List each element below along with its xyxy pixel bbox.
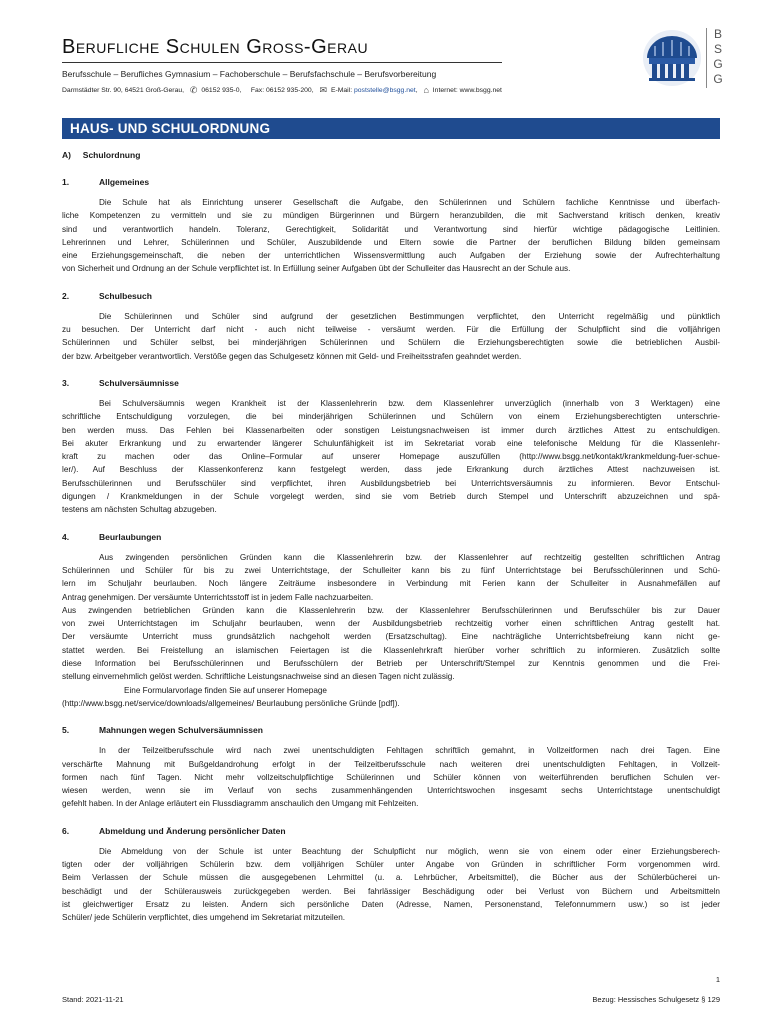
paragraph-line: (http://www.bsgg.net/service/downloads/allgemeines/ Beurlaubung persönliche Gründe [pdf]). [62,698,400,708]
internet-address: Internet: www.bsgg.net [432,87,502,94]
section-3 [62,378,720,517]
section-title: Beurlaubungen [99,531,162,542]
section-title: Schulversäumnisse [99,377,179,388]
paragraph-line: gefehlt haben. In der Anlage erläutert ein Flussdiagramm anschaulich den Umgang mit Fehlzeiten. [62,799,419,809]
legal-reference: Bezug: Hessisches Schulgesetz § 129 [592,995,720,1004]
paragraph-line: eine Erziehungsgemeinschaft, die neben der unterrichtlichen Wissensvermittlung auch Aufgaben der Erziehung sowie der Aufrechterhaltung [62,251,720,261]
paragraph-line: stattet werden. Bei Freistellung an islamischen Feiertagen ist die Klassenlehrkraft hierüber vorher schriftlich zu informieren. Zusätzlich sollte [62,645,720,655]
paragraph-line: ben werden muss. Das Fehlen bei Klassenarbeiten oder sonstigen Leistungsnachweisen ist immer durch ärztliches Attest zu entschuldigen. [62,425,720,435]
section-title: Mahnungen wegen Schulversäumnissen [99,725,263,736]
section-paragraph [62,551,720,711]
paragraph-line: Aus zwingenden betrieblichen Gründen kann die Klassenlehrerin bzw. der Klassenlehrer Berufsschülerinnen und Berufsschüler bis zur Dauer [62,605,720,615]
paragraph-line: Schüler/ jede Schülerin verpflichtet, dies umgehend im Sekretariat mitzuteilen. [62,913,346,923]
section-heading [62,177,720,187]
section-a-heading: A) Schulordnung [62,150,141,160]
section-paragraph [62,744,720,810]
house-icon: ⌂ [423,85,429,95]
paragraph-line: liche Kompetenzen zu vermitteln und sie zu mündigen Bürgerinnen und Bürgern heranzubilden, die mit Sachverstand kritisch denken, kreativ [62,211,720,221]
logo-letter: G [713,72,723,86]
phone-number: 06152 935-0, [201,87,242,94]
paragraph-line: Berufsschülerinnen und Berufsschüler sind verpflichtet, ihren Ausbildungsbetrieb bei Unterrichtsversäumnis zu informieren. Bevor Entschul- [62,478,720,488]
document-body [62,150,720,939]
paragraph-line: Eine Formularvorlage finden Sie auf unserer Homepage [124,685,327,695]
phone-icon: ✆ [189,85,198,95]
paragraph-line: Bei akuter Erkrankung und zu erwartender längerer Schulunfähigkeit ist im Sekretariat vorab eine telefonische Meldung für die Klassenlehr- [62,438,720,448]
section-heading [62,532,720,542]
paragraph-line: stellung einvernehmlich gelöst werden. Schriftliche Leistungsnachweise sind an diesen Tagen nicht zulässig. [62,672,455,682]
paragraph-line: Die Schule hat als Einrichtung unserer Gesellschaft die Aufgabe, den Schülerinnen und Schülern fachliche Kenntnisse und überfach- [99,198,720,207]
paragraph-line: von Sicherheit und Ordnung an der Schule verpflichtet ist. In Erfüllung seiner Aufgaben übt der Schulleiter das Hausrecht an der Schule aus. [62,264,571,274]
paragraph-line: wiesen werden, wenn sie im Verlauf von sechs zusammenhängenden Unterrichtswochen insgesamt sechs Unterrichtstage unentschuldigt [62,786,720,796]
school-name: Berufliche Schulen Gross-Gerau [62,36,369,58]
paragraph-line: tigten oder der volljährigen Schülerin bzw. dem volljährigen Schüler unter Angabe von Gründen in schriftlicher Form vorgenommen wird. [62,859,720,869]
address: Darmstädter Str. 90, 64521 Groß-Gerau, [62,87,185,94]
logo-letter: S [713,42,722,56]
paragraph-line: diese Information bei Berufsschülerinnen und Berufsschülern der Betrieb per Unterschrift/Stempel zur Kenntnis genommen und die Frei- [62,659,720,669]
paragraph-line: Antrag genehmigen. Der versäumte Unterrichtsstoff ist in jedem Falle nachzuarbeiten. [62,592,374,602]
paragraph-line: Die Abmeldung von der Schule ist unter Beachtung der Schulpflicht nur möglich, wenn sie von einem oder einer Erziehungsberech- [99,846,720,856]
email-link[interactable]: poststelle@bsgg.net [353,87,416,94]
paragraph-line: testens am nächsten Schultag abzugeben. [62,505,217,515]
email-label: E-Mail: [330,87,353,94]
paragraph-line: In der Teilzeitberufsschule wird nach zwei unentschuldigten Fehltagen schriftlich gemahnt, in Vollzeitformen nach drei Tagen. Eine [99,746,720,756]
paragraph-line: Bei Schulversäumnis wegen Krankheit ist der Klassenlehrerin bzw. dem Klassenlehrer unverzüglich (innerhalb von 3 Werktagen) eine [99,398,720,408]
section-title: Abmeldung und Änderung persönlicher Daten [99,825,286,836]
paragraph-line: Der versäumte Unterricht muss grundsätzlich nachgeholt werden (Ersatzschultag). Eine nachträgliche Unterrichtsbefreiung kann nicht ge- [62,632,720,642]
paragraph-line: Aus zwingenden persönlichen Gründen kann die Klassenlehrerin bzw. der Klassenlehrer auf rechtzeitig gestellten schriftlichen Antrag [99,552,720,562]
paragraph-line: Schülerinnen und Schüler selbst, bei minderjährigen Schülerinnen und Schülern die Erziehungsberechtigten sowie die betrieblichen Ausbil- [62,338,720,348]
section-1 [62,177,720,276]
section-title: Allgemeines [99,177,150,187]
logo-letter: G [713,57,723,71]
section-number: 3. [62,377,70,388]
section-number: 4. [62,531,70,542]
sections-container [62,177,720,924]
title-banner [62,118,720,139]
paragraph-line: schriftliche Entschuldigung vorzulegen, die bei minderjährigen Schülerinnen und Schülern von einem Erziehungsberechtigten unterschrie- [62,412,720,422]
paragraph-line: Die Schülerinnen und Schüler sind aufgrund der gesetzlichen Bestimmungen verpflichtet, den Unterricht regelmäßig und pünktlich [99,311,720,321]
section-title: Schulbesuch [99,290,152,301]
paragraph-line: ler/). Auf Beschluss der Klassenkonferenz kann festgelegt werden, dass jede Erkrankung durch ärztliches Attest nachzuweisen ist. [62,465,720,475]
school-programs: Berufsschule – Berufliches Gymnasium – Fachoberschule – Berufsfachschule – Berufsvorbereitung [62,69,437,79]
section-5 [62,725,720,810]
paragraph-line: beschädigt und der Schülerausweis zurückgegeben werden. Bei fahrlässiger Beschädigung oder bei Verlust von Büchern und Arbeitsmitteln [62,886,720,896]
paragraph-line: lern im Schuljahr beurlauben. Noch längere Zeiträume insbesondere in Verbindung mit Ferien kann der Schulleiter in Ausnahmefällen auf [62,579,720,589]
document-title: HAUS- UND SCHULORDNUNG [70,121,271,136]
section-4 [62,532,720,711]
paragraph-line: verschärfte Mahnung mit Bußgeldandrohung erfolgt in der Teilzeitberufsschule nach weiteren drei unentschuldigten Fehltagen, in Vollzeit- [62,759,720,769]
paragraph-line: zu besuchen. Der Unterricht darf nicht - auch nicht teilweise - versäumt werden. Für die Erfüllung der Schulpflicht sind die volljährigen [62,325,720,335]
document-date: Stand: 2021-11-21 [62,995,124,1004]
paragraph-line: von zwei Unterrichtstagen im Schuljahr beurlauben, wenn der Ausbildungsbetrieb rechtzeitig vorher einen schriftlichen Antrag gestellt hat. [62,619,720,629]
section-2 [62,291,720,363]
section-number: 5. [62,725,70,736]
school-logo-emblem [641,28,703,88]
logo-letter: B [713,27,722,41]
section-heading [62,826,720,836]
section-paragraph [62,845,720,925]
page-number: 1 [715,975,720,984]
logo-letters [711,27,725,87]
section-number: 1. [62,177,70,187]
paragraph-line: Beim Verlassen der Schule müssen die ausgegebenen Lehrmittel (u. a. Lehrbücher, Arbeitsmittel), die Bücher aus der Schülerbücherei un- [62,873,720,883]
paragraph-line: der bzw. Arbeitgeber verantwortlich. Verstöße gegen das Schulgesetz können mit Geld- und Freiheitsstrafen geahndet werden. [62,351,522,361]
section-paragraph [62,196,720,276]
section-number: 6. [62,825,70,836]
section-heading [62,725,720,735]
paragraph-line: formen nach fünf Tagen. Nicht mehr vollzeitschulpflichtige Schülerinnen und Schüler können von weiterführenden beruflichen Schulen ver- [62,772,720,782]
section-paragraph [62,310,720,363]
paragraph-line: sind und verantwortlich handeln. Toleranz, Gerechtigkeit, Solidarität und Verantwortung sind hierfür wichtige pädagogische Leitlinien. [62,224,720,234]
paragraph-line: Lehrerinnen und Lehrer, Schülerinnen und Schüler, Auszubildende und Eltern sowie die Partner der beruflichen Bildung bilden gemeinsam [62,237,720,247]
title-divider [62,62,502,63]
section-6 [62,826,720,925]
paragraph-line: kraft zu machen oder das Online–Formular auf unserer Homepage auszufüllen (http://www.bsgg.net/kontakt/krankmeldung-fuer-schue- [62,452,720,462]
section-paragraph [62,397,720,517]
envelope-icon: ✉ [319,85,328,95]
logo-separator [706,28,707,88]
paragraph-line: Schülerinnen und Schüler für bis zu zwei Unterrichtstage, der Schulleiter kann bis zu fünf Unterrichtstage bei Berufsschülerinnen und Schü- [62,565,720,575]
paragraph-line: ist gleichwertiger Ersatz zu leisten. Ändern sich persönliche Daten (Adresse, Namen, Personenstand, Telefonnummern usw.) so ist jeder [62,899,720,909]
paragraph-line: digungen / Krankmeldungen in der Schule vorgelegt werden, sind sie vom Betrieb durch Stempel und Unterschrift abzuzeichnen und spä- [62,492,720,502]
section-heading [62,291,720,301]
section-heading [62,378,720,388]
section-number: 2. [62,290,70,301]
contact-line: Darmstädter Str. 90, 64521 Groß-Gerau, ✆ 06152 935-0, Fax: 06152 935-200, ✉ E-Mail: poststelle@bsgg.net, ⌂ Internet: www.bsgg.net [62,85,502,95]
fax-number: Fax: 06152 935-200, [250,87,314,94]
